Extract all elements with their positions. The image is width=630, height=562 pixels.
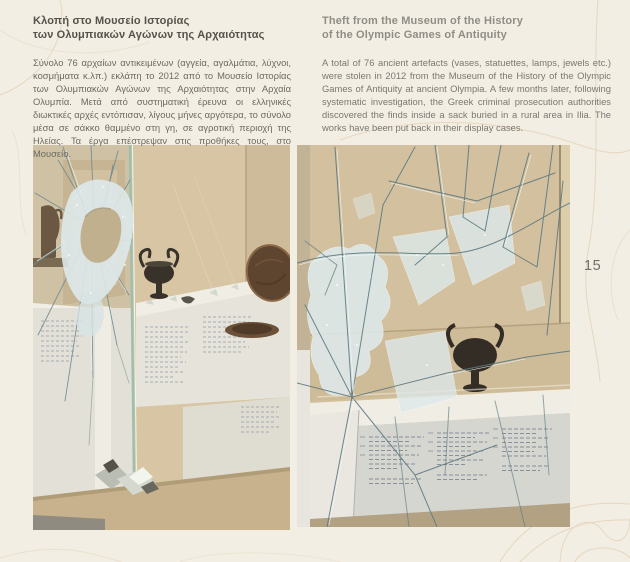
english-title-line2: of the Olympic Games of Antiquity	[322, 29, 507, 42]
english-text-column	[322, 14, 611, 143]
photo-smashed-case-left	[33, 145, 290, 530]
page-number: 15	[584, 258, 602, 274]
english-title	[322, 14, 611, 43]
greek-paragraph: Σύνολο 76 αρχαίων αντικειμένων (αγγεία, αγαλμάτια, λύχνοι, κοσμήματα κ.λπ.) εκλάπη το 2012 από το Μουσείο Ιστορίας των Ολυμπιακών Αγώνων της Αρχαιότητας στην Αρχαία Ολυμπία. Μετά από συστηματική έρευνα οι ελληνικές διωκτικές αρχές εντόπισαν, λίγους μήνες αργότερα, το σύνολο μέσα σε σάκκο θαμμένο στη γη, σε αγροτική περιοχή της Ηλείας. Τα έργα επέστρεψαν στις προθήκες τους, στο Μουσείο.	[33, 56, 291, 160]
greek-title-line2: των Ολυμπιακών Αγώνων της Αρχαιότητας	[33, 29, 265, 42]
english-title-line1: Theft from the Museum of the History	[322, 15, 523, 27]
greek-title	[33, 14, 291, 43]
english-paragraph: A total of 76 ancient artefacts (vases, statuettes, lamps, jewels etc.) were stolen in 2012 from the Museum of the History of the Olympic Games of Antiquity at ancient Olympia. A few months later, following systematic investigation, the Greek criminal prosecution authorities discovered the finds inside a sack buried in a rural area in Ilia. The works have been put back in their display cases.	[322, 56, 611, 133]
bronze-plate	[225, 322, 279, 338]
greek-title-line1: Κλοπή στο Μουσείο Ιστορίας	[33, 15, 190, 27]
photo-shattered-glass-right	[297, 145, 570, 527]
greek-text-column	[33, 14, 291, 169]
